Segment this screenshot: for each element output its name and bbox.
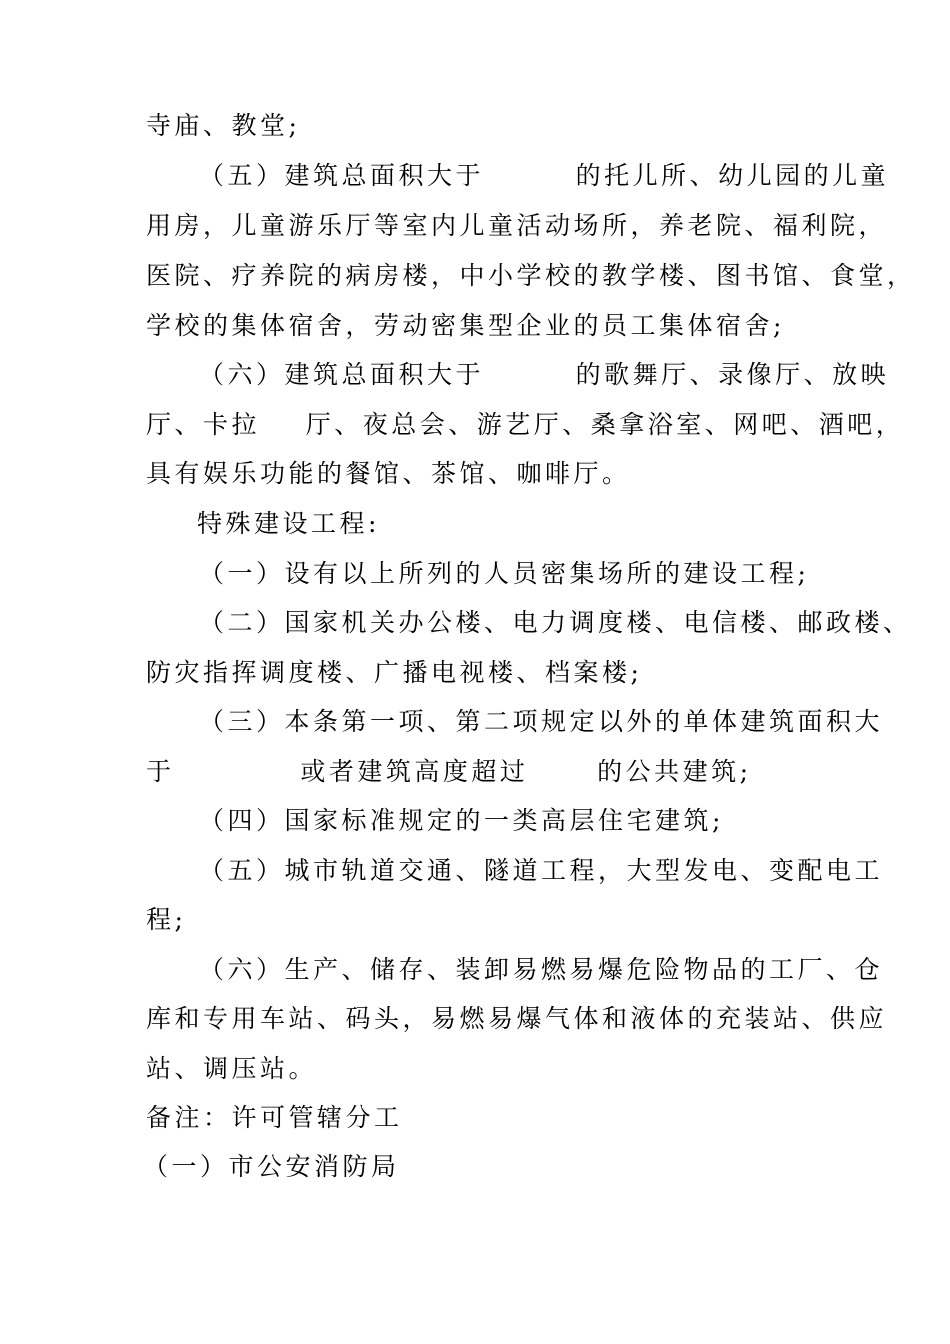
text-line: 库和专用车站、码头，易燃易爆气体和液体的充装站、供应 [146,1004,888,1033]
text-line: （一）设有以上所列的人员密集场所的建设工程; [199,559,810,588]
text-line: （四）国家标准规定的一类高层住宅建筑; [199,806,724,835]
text-line: 厅、卡拉 厅、夜总会、游艺厅、桑拿浴室、网吧、酒吧， [146,410,905,439]
text-line: （三）本条第一项、第二项规定以外的单体建筑面积大 [199,707,884,736]
text-line: 于 或者建筑高度超过 的公共建筑; [146,757,752,786]
text-line: 备注：许可管辖分工 [146,1103,403,1132]
text-line: （二）国家机关办公楼、电力调度楼、电信楼、邮政楼、 [199,608,912,637]
text-line: 特殊建设工程: [197,509,380,538]
text-line: 具有娱乐功能的餐馆、茶馆、咖啡厅。 [146,459,631,488]
text-line: 程; [146,905,187,934]
text-line: 用房，儿童游乐厅等室内儿童活动场所，养老院、福利院， [146,211,888,240]
text-line: 医院、疗养院的病房楼，中小学校的教学楼、图书馆、食堂， [146,261,916,290]
text-line: （五）建筑总面积大于 的托儿所、幼儿园的儿童 [199,161,890,190]
text-line: （一）市公安消防局 [143,1152,400,1181]
text-line: （六）生产、储存、装卸易燃易爆危险物品的工厂、仓 [199,955,884,984]
text-line: （五）城市轨道交通、隧道工程，大型发电、变配电工 [199,856,884,885]
text-line: 学校的集体宿舍，劳动密集型企业的员工集体宿舍; [146,311,785,340]
text-line: （六）建筑总面积大于 的歌舞厅、录像厅、放映 [199,360,890,389]
text-line: 站、调压站。 [146,1054,318,1083]
text-line: 寺庙、教堂; [146,111,301,140]
text-line: 防灾指挥调度楼、广播电视楼、档案楼; [146,658,643,687]
